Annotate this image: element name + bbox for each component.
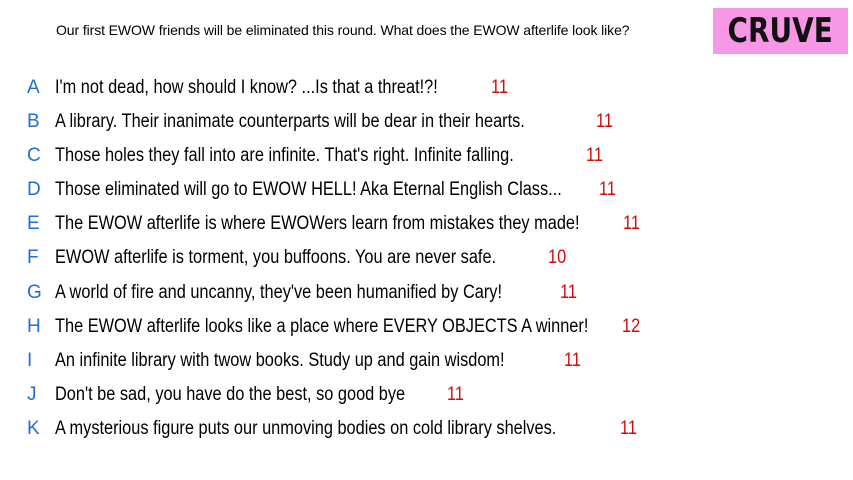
response-row: C Those holes they fall into are infinite. That's right. Infinite falling. 11 [27,145,603,166]
word-count: 11 [560,282,577,303]
word-count: 12 [622,316,641,337]
prompt-title: Our first EWOW friends will be eliminated this round. What does the EWOW afterlife look like? [56,22,630,38]
response-row: D Those eliminated will go to EWOW HELL! Aka Eternal English Class... 11 [27,179,616,200]
response-row: I An infinite library with twow books. Study up and gain wisdom! 11 [27,350,581,371]
response-row: G A world of fire and uncanny, they've been humanified by Cary! 11 [27,282,577,303]
response-letter: F [27,247,39,268]
response-letter: G [27,282,42,303]
response-letter: E [27,213,40,234]
word-count: 11 [586,145,603,166]
word-count: 11 [596,111,613,132]
word-count: 11 [564,350,581,371]
response-letter: C [27,145,41,166]
badge-label: CRUVE [727,11,834,51]
word-count: 11 [623,213,640,234]
response-letter: A [27,77,40,98]
response-row: J Don't be sad, you have do the best, so good bye 11 [27,384,464,405]
response-row: A I'm not dead, how should I know? ...Is that a threat!?! 11 [27,77,508,98]
response-letter: D [27,179,41,200]
response-letter: K [27,418,40,439]
word-count: 11 [599,179,616,200]
word-count: 11 [620,418,637,439]
response-row: B A library. Their inanimate counterparts will be dear in their hearts. 11 [27,111,613,132]
word-count: 10 [548,247,567,268]
response-row: E The EWOW afterlife is where EWOWers learn from mistakes they made! 11 [27,213,640,234]
response-letter: I [27,350,33,371]
response-row: H The EWOW afterlife looks like a place where EVERY OBJECTS A winner! 12 [27,316,641,337]
response-letter: J [27,384,37,405]
response-row: K A mysterious figure puts our unmoving bodies on cold library shelves. 11 [27,418,637,439]
response-letter: H [27,316,41,337]
word-count: 11 [491,77,508,98]
response-row: F EWOW afterlife is torment, you buffoons. You are never safe. 10 [27,247,567,268]
word-count: 11 [447,384,464,405]
contestant-name-badge [713,8,848,54]
response-letter: B [27,111,40,132]
